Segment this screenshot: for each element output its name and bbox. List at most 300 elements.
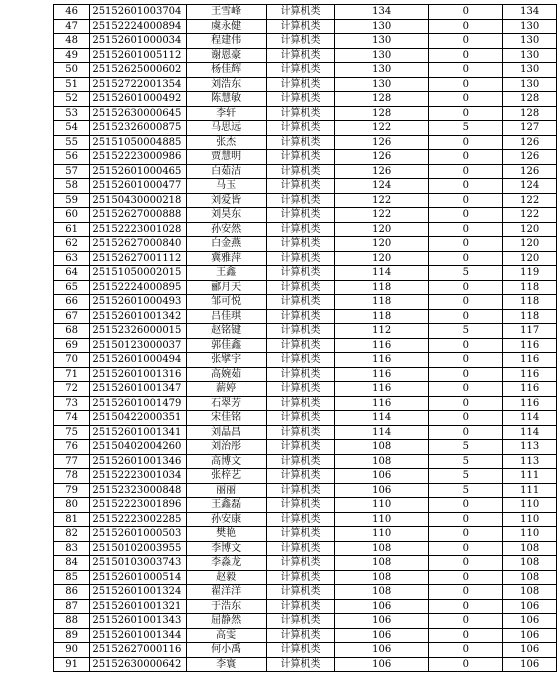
- base-score-cell: 124: [335, 179, 429, 194]
- row-number-cell: 82: [54, 527, 90, 542]
- base-score-cell: 130: [335, 63, 429, 78]
- base-score-cell: 108: [335, 454, 429, 469]
- student-name-cell: 贾慧明: [186, 150, 266, 165]
- student-name-cell: 石翠芳: [186, 396, 266, 411]
- row-number-cell: 66: [54, 295, 90, 310]
- table-row: [54, 454, 557, 469]
- total-score-cell: 106: [503, 614, 557, 629]
- student-name-cell: 屈静然: [186, 614, 266, 629]
- table-row: [54, 498, 557, 513]
- table-row: [54, 48, 557, 63]
- major-category-cell: 计算机类: [266, 440, 335, 455]
- table-row: [54, 483, 557, 498]
- total-score-cell: 134: [503, 5, 557, 20]
- table-row: [54, 280, 557, 295]
- candidate-id-cell: 25152601001341: [90, 425, 186, 440]
- base-score-cell: 128: [335, 106, 429, 121]
- table-row: [54, 266, 557, 281]
- bonus-score-cell: 0: [429, 34, 503, 49]
- student-name-cell: 翟洋洋: [186, 585, 266, 600]
- major-category-cell: 计算机类: [266, 324, 335, 339]
- row-number-cell: 77: [54, 454, 90, 469]
- base-score-cell: 122: [335, 193, 429, 208]
- table-row: [54, 570, 557, 585]
- student-name-cell: 刘昊东: [186, 208, 266, 223]
- candidate-id-cell: 25150103003743: [90, 556, 186, 571]
- base-score-cell: 108: [335, 440, 429, 455]
- row-number-cell: 57: [54, 164, 90, 179]
- student-name-cell: 高博文: [186, 454, 266, 469]
- table-row: [54, 150, 557, 165]
- candidate-id-cell: 25151050002015: [90, 266, 186, 281]
- base-score-cell: 106: [335, 599, 429, 614]
- student-name-cell: 郦月天: [186, 280, 266, 295]
- row-number-cell: 53: [54, 106, 90, 121]
- bonus-score-cell: 0: [429, 135, 503, 150]
- candidate-id-cell: 25152223000986: [90, 150, 186, 165]
- total-score-cell: 116: [503, 382, 557, 397]
- candidate-id-cell: 25152722001354: [90, 77, 186, 92]
- bonus-score-cell: 0: [429, 367, 503, 382]
- row-number-cell: 63: [54, 251, 90, 266]
- bonus-score-cell: 0: [429, 295, 503, 310]
- total-score-cell: 108: [503, 585, 557, 600]
- base-score-cell: 118: [335, 280, 429, 295]
- candidate-id-cell: 25152601005112: [90, 48, 186, 63]
- bonus-score-cell: 0: [429, 527, 503, 542]
- major-category-cell: 计算机类: [266, 34, 335, 49]
- major-category-cell: 计算机类: [266, 179, 335, 194]
- major-category-cell: 计算机类: [266, 92, 335, 107]
- table-row: [54, 541, 557, 556]
- score-table: [53, 4, 557, 672]
- table-row: [54, 5, 557, 20]
- bonus-score-cell: 5: [429, 454, 503, 469]
- candidate-id-cell: 25152601001479: [90, 396, 186, 411]
- row-number-cell: 62: [54, 237, 90, 252]
- bonus-score-cell: 5: [429, 440, 503, 455]
- table-row: [54, 643, 557, 658]
- major-category-cell: 计算机类: [266, 222, 335, 237]
- base-score-cell: 122: [335, 121, 429, 136]
- total-score-cell: 114: [503, 425, 557, 440]
- bonus-score-cell: 0: [429, 193, 503, 208]
- table-row: [54, 106, 557, 121]
- major-category-cell: 计算机类: [266, 382, 335, 397]
- table-row: [54, 19, 557, 34]
- total-score-cell: 111: [503, 469, 557, 484]
- total-score-cell: 128: [503, 92, 557, 107]
- student-name-cell: 赵毅: [186, 570, 266, 585]
- major-category-cell: 计算机类: [266, 48, 335, 63]
- bonus-score-cell: 0: [429, 150, 503, 165]
- candidate-id-cell: 25152601000503: [90, 527, 186, 542]
- student-name-cell: 王鑫磊: [186, 498, 266, 513]
- row-number-cell: 49: [54, 48, 90, 63]
- base-score-cell: 130: [335, 48, 429, 63]
- row-number-cell: 72: [54, 382, 90, 397]
- base-score-cell: 108: [335, 585, 429, 600]
- student-name-cell: 王雪峰: [186, 5, 266, 20]
- bonus-score-cell: 0: [429, 92, 503, 107]
- table-row: [54, 77, 557, 92]
- row-number-cell: 91: [54, 657, 90, 672]
- major-category-cell: 计算机类: [266, 5, 335, 20]
- candidate-id-cell: 25152601000514: [90, 570, 186, 585]
- row-number-cell: 56: [54, 150, 90, 165]
- candidate-id-cell: 25152223001034: [90, 469, 186, 484]
- row-number-cell: 69: [54, 338, 90, 353]
- major-category-cell: 计算机类: [266, 483, 335, 498]
- total-score-cell: 106: [503, 628, 557, 643]
- base-score-cell: 106: [335, 483, 429, 498]
- major-category-cell: 计算机类: [266, 556, 335, 571]
- total-score-cell: 116: [503, 367, 557, 382]
- major-category-cell: 计算机类: [266, 411, 335, 426]
- total-score-cell: 106: [503, 657, 557, 672]
- base-score-cell: 108: [335, 556, 429, 571]
- base-score-cell: 128: [335, 92, 429, 107]
- base-score-cell: 114: [335, 411, 429, 426]
- student-name-cell: 冀雅萍: [186, 251, 266, 266]
- student-name-cell: 杨佳辉: [186, 63, 266, 78]
- table-row: [54, 295, 557, 310]
- base-score-cell: 120: [335, 222, 429, 237]
- bonus-score-cell: 5: [429, 324, 503, 339]
- row-number-cell: 88: [54, 614, 90, 629]
- row-number-cell: 81: [54, 512, 90, 527]
- total-score-cell: 111: [503, 483, 557, 498]
- base-score-cell: 106: [335, 643, 429, 658]
- student-name-cell: 马思远: [186, 121, 266, 136]
- row-number-cell: 73: [54, 396, 90, 411]
- major-category-cell: 计算机类: [266, 135, 335, 150]
- major-category-cell: 计算机类: [266, 19, 335, 34]
- bonus-score-cell: 0: [429, 599, 503, 614]
- candidate-id-cell: 25152601000493: [90, 295, 186, 310]
- student-name-cell: 李轩: [186, 106, 266, 121]
- student-name-cell: 何小禹: [186, 643, 266, 658]
- total-score-cell: 116: [503, 396, 557, 411]
- major-category-cell: 计算机类: [266, 193, 335, 208]
- total-score-cell: 124: [503, 179, 557, 194]
- student-name-cell: 邹可悦: [186, 295, 266, 310]
- student-name-cell: 虞永健: [186, 19, 266, 34]
- row-number-cell: 61: [54, 222, 90, 237]
- base-score-cell: 130: [335, 34, 429, 49]
- major-category-cell: 计算机类: [266, 512, 335, 527]
- row-number-cell: 47: [54, 19, 90, 34]
- total-score-cell: 108: [503, 570, 557, 585]
- table-row: [54, 396, 557, 411]
- major-category-cell: 计算机类: [266, 657, 335, 672]
- total-score-cell: 116: [503, 338, 557, 353]
- bonus-score-cell: 0: [429, 657, 503, 672]
- major-category-cell: 计算机类: [266, 585, 335, 600]
- row-number-cell: 76: [54, 440, 90, 455]
- table-row: [54, 208, 557, 223]
- bonus-score-cell: 0: [429, 338, 503, 353]
- row-number-cell: 79: [54, 483, 90, 498]
- candidate-id-cell: 25150123000037: [90, 338, 186, 353]
- total-score-cell: 113: [503, 454, 557, 469]
- major-category-cell: 计算机类: [266, 251, 335, 266]
- bonus-score-cell: 0: [429, 309, 503, 324]
- major-category-cell: 计算机类: [266, 570, 335, 585]
- candidate-id-cell: 25152601001343: [90, 614, 186, 629]
- student-name-cell: 郭佳鑫: [186, 338, 266, 353]
- bonus-score-cell: 0: [429, 498, 503, 513]
- student-name-cell: 孙安康: [186, 512, 266, 527]
- table-row: [54, 193, 557, 208]
- major-category-cell: 计算机类: [266, 150, 335, 165]
- base-score-cell: 120: [335, 251, 429, 266]
- table-row: [54, 367, 557, 382]
- bonus-score-cell: 0: [429, 382, 503, 397]
- total-score-cell: 110: [503, 498, 557, 513]
- bonus-score-cell: 0: [429, 411, 503, 426]
- row-number-cell: 55: [54, 135, 90, 150]
- table-row: [54, 382, 557, 397]
- candidate-id-cell: 25152601000494: [90, 353, 186, 368]
- bonus-score-cell: 0: [429, 179, 503, 194]
- bonus-score-cell: 0: [429, 585, 503, 600]
- row-number-cell: 65: [54, 280, 90, 295]
- row-number-cell: 78: [54, 469, 90, 484]
- base-score-cell: 116: [335, 396, 429, 411]
- candidate-id-cell: 25151050004885: [90, 135, 186, 150]
- bonus-score-cell: 0: [429, 628, 503, 643]
- student-name-cell: 张梓艺: [186, 469, 266, 484]
- student-name-cell: 刘治彤: [186, 440, 266, 455]
- table-row: [54, 469, 557, 484]
- base-score-cell: 110: [335, 527, 429, 542]
- base-score-cell: 120: [335, 237, 429, 252]
- table-row: [54, 556, 557, 571]
- total-score-cell: 117: [503, 324, 557, 339]
- student-name-cell: 李博文: [186, 541, 266, 556]
- row-number-cell: 59: [54, 193, 90, 208]
- total-score-cell: 110: [503, 512, 557, 527]
- total-score-cell: 120: [503, 222, 557, 237]
- row-number-cell: 48: [54, 34, 90, 49]
- student-name-cell: 马玉: [186, 179, 266, 194]
- total-score-cell: 122: [503, 193, 557, 208]
- candidate-id-cell: 25152601000465: [90, 164, 186, 179]
- candidate-id-cell: 25152601003704: [90, 5, 186, 20]
- bonus-score-cell: 0: [429, 5, 503, 20]
- row-number-cell: 87: [54, 599, 90, 614]
- student-name-cell: 高雯: [186, 628, 266, 643]
- row-number-cell: 46: [54, 5, 90, 20]
- major-category-cell: 计算机类: [266, 208, 335, 223]
- candidate-id-cell: 25152601000477: [90, 179, 186, 194]
- base-score-cell: 126: [335, 164, 429, 179]
- student-name-cell: 李淼龙: [186, 556, 266, 571]
- table-row: [54, 164, 557, 179]
- bonus-score-cell: 0: [429, 556, 503, 571]
- candidate-id-cell: 25152601001324: [90, 585, 186, 600]
- bonus-score-cell: 0: [429, 280, 503, 295]
- base-score-cell: 114: [335, 425, 429, 440]
- candidate-id-cell: 25152223002285: [90, 512, 186, 527]
- row-number-cell: 75: [54, 425, 90, 440]
- total-score-cell: 130: [503, 34, 557, 49]
- student-name-cell: 于浩东: [186, 599, 266, 614]
- major-category-cell: 计算机类: [266, 121, 335, 136]
- major-category-cell: 计算机类: [266, 106, 335, 121]
- candidate-id-cell: 25152627000840: [90, 237, 186, 252]
- major-category-cell: 计算机类: [266, 628, 335, 643]
- bonus-score-cell: 5: [429, 121, 503, 136]
- student-name-cell: 陈慧敏: [186, 92, 266, 107]
- candidate-id-cell: 25150402004260: [90, 440, 186, 455]
- major-category-cell: 计算机类: [266, 541, 335, 556]
- table-row: [54, 237, 557, 252]
- base-score-cell: 106: [335, 657, 429, 672]
- table-row: [54, 135, 557, 150]
- major-category-cell: 计算机类: [266, 614, 335, 629]
- table-row: [54, 657, 557, 672]
- row-number-cell: 60: [54, 208, 90, 223]
- table-row: [54, 411, 557, 426]
- base-score-cell: 118: [335, 295, 429, 310]
- table-row: [54, 585, 557, 600]
- candidate-id-cell: 25152601001321: [90, 599, 186, 614]
- student-name-cell: 高婉茹: [186, 367, 266, 382]
- candidate-id-cell: 25152627000888: [90, 208, 186, 223]
- bonus-score-cell: 0: [429, 222, 503, 237]
- total-score-cell: 120: [503, 237, 557, 252]
- major-category-cell: 计算机类: [266, 77, 335, 92]
- table-row: [54, 309, 557, 324]
- base-score-cell: 114: [335, 266, 429, 281]
- table-row: [54, 63, 557, 78]
- candidate-id-cell: 25152601001342: [90, 309, 186, 324]
- total-score-cell: 119: [503, 266, 557, 281]
- bonus-score-cell: 0: [429, 19, 503, 34]
- table-row: [54, 614, 557, 629]
- bonus-score-cell: 5: [429, 469, 503, 484]
- candidate-id-cell: 25152630000642: [90, 657, 186, 672]
- row-number-cell: 51: [54, 77, 90, 92]
- student-name-cell: 丽丽: [186, 483, 266, 498]
- base-score-cell: 116: [335, 382, 429, 397]
- base-score-cell: 118: [335, 309, 429, 324]
- candidate-id-cell: 25152601001346: [90, 454, 186, 469]
- table-row: [54, 34, 557, 49]
- bonus-score-cell: 0: [429, 643, 503, 658]
- row-number-cell: 80: [54, 498, 90, 513]
- total-score-cell: 108: [503, 541, 557, 556]
- base-score-cell: 116: [335, 338, 429, 353]
- student-name-cell: 刘爱皆: [186, 193, 266, 208]
- bonus-score-cell: 0: [429, 512, 503, 527]
- candidate-id-cell: 25152630000645: [90, 106, 186, 121]
- candidate-id-cell: 25152224000895: [90, 280, 186, 295]
- student-name-cell: 程建伟: [186, 34, 266, 49]
- total-score-cell: 126: [503, 135, 557, 150]
- major-category-cell: 计算机类: [266, 498, 335, 513]
- bonus-score-cell: 0: [429, 570, 503, 585]
- total-score-cell: 108: [503, 556, 557, 571]
- total-score-cell: 116: [503, 353, 557, 368]
- major-category-cell: 计算机类: [266, 295, 335, 310]
- bonus-score-cell: 0: [429, 614, 503, 629]
- candidate-id-cell: 25152223001896: [90, 498, 186, 513]
- row-number-cell: 74: [54, 411, 90, 426]
- major-category-cell: 计算机类: [266, 353, 335, 368]
- score-table-body: [54, 5, 557, 672]
- student-name-cell: 谢恩豪: [186, 48, 266, 63]
- student-name-cell: 孙安然: [186, 222, 266, 237]
- row-number-cell: 70: [54, 353, 90, 368]
- total-score-cell: 130: [503, 63, 557, 78]
- row-number-cell: 89: [54, 628, 90, 643]
- total-score-cell: 113: [503, 440, 557, 455]
- table-row: [54, 179, 557, 194]
- student-name-cell: 赵铭键: [186, 324, 266, 339]
- row-number-cell: 64: [54, 266, 90, 281]
- bonus-score-cell: 0: [429, 425, 503, 440]
- row-number-cell: 67: [54, 309, 90, 324]
- student-name-cell: 宋佳铭: [186, 411, 266, 426]
- student-name-cell: 张擘宇: [186, 353, 266, 368]
- base-score-cell: 106: [335, 469, 429, 484]
- candidate-id-cell: 25152601001347: [90, 382, 186, 397]
- table-row: [54, 121, 557, 136]
- row-number-cell: 71: [54, 367, 90, 382]
- base-score-cell: 126: [335, 150, 429, 165]
- candidate-id-cell: 25152326000015: [90, 324, 186, 339]
- major-category-cell: 计算机类: [266, 469, 335, 484]
- total-score-cell: 118: [503, 295, 557, 310]
- row-number-cell: 50: [54, 63, 90, 78]
- total-score-cell: 130: [503, 48, 557, 63]
- candidate-id-cell: 25152627000116: [90, 643, 186, 658]
- bonus-score-cell: 0: [429, 541, 503, 556]
- candidate-id-cell: 25150422000351: [90, 411, 186, 426]
- base-score-cell: 108: [335, 570, 429, 585]
- row-number-cell: 58: [54, 179, 90, 194]
- table-row: [54, 251, 557, 266]
- bonus-score-cell: 0: [429, 251, 503, 266]
- student-name-cell: 白茹洁: [186, 164, 266, 179]
- bonus-score-cell: 0: [429, 164, 503, 179]
- student-name-cell: 白金燕: [186, 237, 266, 252]
- base-score-cell: 130: [335, 19, 429, 34]
- total-score-cell: 127: [503, 121, 557, 136]
- candidate-id-cell: 25152601000492: [90, 92, 186, 107]
- bonus-score-cell: 0: [429, 353, 503, 368]
- row-number-cell: 68: [54, 324, 90, 339]
- major-category-cell: 计算机类: [266, 599, 335, 614]
- base-score-cell: 130: [335, 77, 429, 92]
- total-score-cell: 106: [503, 643, 557, 658]
- student-name-cell: 刘晶昌: [186, 425, 266, 440]
- candidate-id-cell: 25152601000034: [90, 34, 186, 49]
- base-score-cell: 110: [335, 512, 429, 527]
- major-category-cell: 计算机类: [266, 643, 335, 658]
- table-row: [54, 222, 557, 237]
- total-score-cell: 128: [503, 106, 557, 121]
- candidate-id-cell: 25152627001112: [90, 251, 186, 266]
- major-category-cell: 计算机类: [266, 309, 335, 324]
- total-score-cell: 110: [503, 527, 557, 542]
- candidate-id-cell: 25152601001344: [90, 628, 186, 643]
- table-row: [54, 92, 557, 107]
- major-category-cell: 计算机类: [266, 527, 335, 542]
